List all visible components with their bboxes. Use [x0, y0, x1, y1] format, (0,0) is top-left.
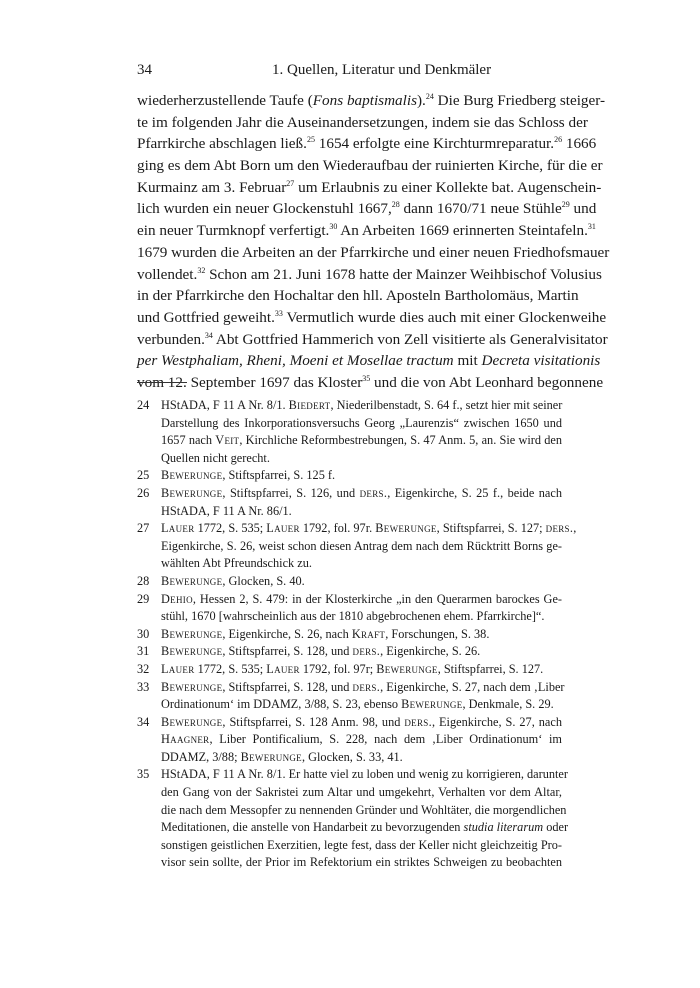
footnote-33: 33 Bewerunge, Stiftspfarrei, S. 128, und ders., Eigenkirche, S. 27, nach dem ‚Liber Ordinationum‘ im DDAMZ, 3/88, S. 23, ebenso Bewerunge, Denkmale, S. 29.	[137, 679, 565, 712]
page-number: 34	[137, 62, 152, 78]
footnote-ref[interactable]: 33	[274, 308, 283, 318]
text-line: Pfarrkirche abschlagen ließ.$^{25}$ 1654 erfolgte eine Kirchturmreparatur.$^{26}$ 1666	[137, 135, 597, 153]
footnote-number: 34	[137, 714, 150, 729]
footnote-28: 28 Bewerunge, Glocken, S. 40.	[137, 573, 562, 591]
footnote-26: 26 Bewerunge, Stiftspfarrei, S. 126, und ders., Eigenkirche, S. 25 f., beide nach HStADA, F 11 A Nr. 86/1.	[137, 485, 562, 518]
footnote-24: 24 HStADA, F 11 A Nr. 8/1. Biedert, Niederilbenstadt, S. 64 f., setzt hier mit seiner Darstellung des Inkorporationsversuchs Georg „Laurenzis“ zwischen 1650 und 1657 nach Veit, Kirchliche Reformbestrebungen, S. 47 Anm. 5, an. Sie wird den Quellen nicht gerecht.	[137, 398, 563, 465]
footnote-ref[interactable]: 30	[329, 222, 338, 232]
footnote-29: 29 Dehio, Hessen 2, S. 479: in der Klosterkirche „in den Querarmen barockes Ge- stühl, 1670 [wahrscheinlich aus der 1810 abgebrochenen ehem. Pfarrkirche]“.	[137, 591, 562, 624]
footnote-number: 25	[137, 468, 150, 483]
running-header	[137, 62, 562, 84]
text-line: vollendet.$^{32}$ Schon am 21. Juni 1678 hatte der Mainzer Weihbischof Volusius	[137, 265, 602, 283]
footnote-number: 33	[137, 679, 150, 694]
text-line: 1679 wurden die Arbeiten an der Pfarrkirche und einer neuen Friedhofsmauer	[137, 243, 610, 261]
footnote-number: 28	[137, 573, 150, 588]
footnote-35: 35 HStADA, F 11 A Nr. 8/1. Er hatte viel zu loben und wenig zu korrigieren, darunter den Gang von der Sakristei zum Altar und umgekehrt, Verhalten vor dem Altar, die nach dem Messopfer zu nennenden Gründer und Wohltäter, die morgendlichen Meditationen, die anstelle von Handarbeit zu bevorzugenden studia literarum oder sonstigen geistlichen Exerzitien, legte fest, dass der Keller nicht gleichzeitig Pro- visor sein sollte, der Prior im Refektorium ein striktes Schweigen zu beobachten	[137, 767, 569, 870]
text-line: ein neuer Turmknopf verfertigt.$^{30}$ An Arbeiten 1669 erinnerten Steintafeln.$^{31}$	[137, 222, 596, 240]
text-line: Kurmainz am 3. Februar$^{27}$ um Erlaubnis zu einer Kollekte bat. Augenschein-	[137, 178, 602, 196]
footnote-number: 31	[137, 644, 150, 659]
footnote-ref[interactable]: 31	[587, 222, 596, 232]
text-line: ging es dem Abt Born um den Wiederaufbau der ruinierten Kirche, für die er	[137, 157, 603, 175]
footnote-number: 30	[137, 626, 150, 641]
footnote-number: 27	[137, 521, 150, 536]
footnote-ref[interactable]: 26	[554, 135, 563, 145]
footnote-27: 27 Lauer 1772, S. 535; Lauer 1792, fol. 97r. Bewerunge, Stiftspfarrei, S. 127; ders., Eigenkirche, S. 26, weist schon diesen Antrag dem nach dem Rücktritt Borns ge- wählten Abt Pfreundschick zu.	[137, 521, 577, 571]
footnotes	[137, 397, 577, 872]
footnote-25: 25 Bewerunge, Stiftspfarrei, S. 125 f.	[137, 467, 562, 485]
footnote-ref[interactable]: 24	[425, 92, 434, 101]
text-line: lich wurden ein neuer Glockenstuhl 1667,28 dann 1670/71 neue Stühle$^{29}$ und	[137, 200, 597, 218]
footnote-number: 26	[137, 485, 150, 500]
text-line: vom 12. September 1697 das Kloster$^{35}$ und die von Abt Leonhard begonnene	[137, 373, 604, 391]
text-line: in der Pfarrkirche den Hochaltar den hll. Aposteln Bartholomäus, Martin	[137, 287, 579, 305]
footnote-ref[interactable]: 28	[391, 200, 400, 210]
footnote-34: 34 Bewerunge, Stiftspfarrei, S. 128 Anm. 98, und ders., Eigenkirche, S. 27, nach Haagner, Liber Pontificalium, S. 228, nach dem ‚Liber Ordinationum‘ im DDAMZ, 3/88; Bewerunge, Glocken, S. 33, 41.	[137, 714, 562, 764]
footnote-number: 35	[137, 767, 150, 782]
footnote-ref[interactable]: 34	[204, 330, 213, 340]
footnote-ref[interactable]: 32	[197, 265, 206, 275]
footnote-ref[interactable]: 25	[306, 135, 315, 145]
footnote-30: 30 Bewerunge, Eigenkirche, S. 26, nach Kraft, Forschungen, S. 38.	[137, 626, 562, 644]
footnote-number: 29	[137, 591, 150, 606]
footnote-ref[interactable]: 27	[286, 178, 295, 188]
main-text	[137, 90, 610, 394]
footnote-32: 32 Lauer 1772, S. 535; Lauer 1792, fol. 97r; Bewerunge, Stiftspfarrei, S. 127.	[137, 661, 562, 679]
text-line: und Gottfried geweiht.$^{33}$ Vermutlich wurde dies auch mit einer Glockenweihe	[137, 308, 607, 326]
text-line: per Westphaliam, Rheni, Moeni et Mosellae tractum mit Decreta visitationis	[137, 352, 601, 370]
text-line: te im folgenden Jahr die Auseinandersetzungen, indem sie das Schloss der	[137, 113, 588, 131]
text-line: verbunden.$^{34}$ Abt Gottfried Hammerich von Zell visitierte als Generalvisitator	[137, 330, 608, 348]
footnote-31: 31 Bewerunge, Stiftspfarrei, S. 128, und ders., Eigenkirche, S. 26.	[137, 643, 562, 661]
footnote-number: 32	[137, 661, 150, 676]
text-line: wiederherzustellende Taufe (Fons baptismalis).$^{24}$ Die Burg Friedberg steiger-	[137, 92, 606, 109]
footnote-number: 24	[137, 398, 150, 412]
footnote-separator	[137, 382, 187, 383]
running-title: 1. Quellen, Literatur und Denkmäler	[272, 62, 492, 78]
footnote-ref[interactable]: 29	[561, 200, 570, 210]
footnote-ref[interactable]: 35	[362, 373, 371, 383]
